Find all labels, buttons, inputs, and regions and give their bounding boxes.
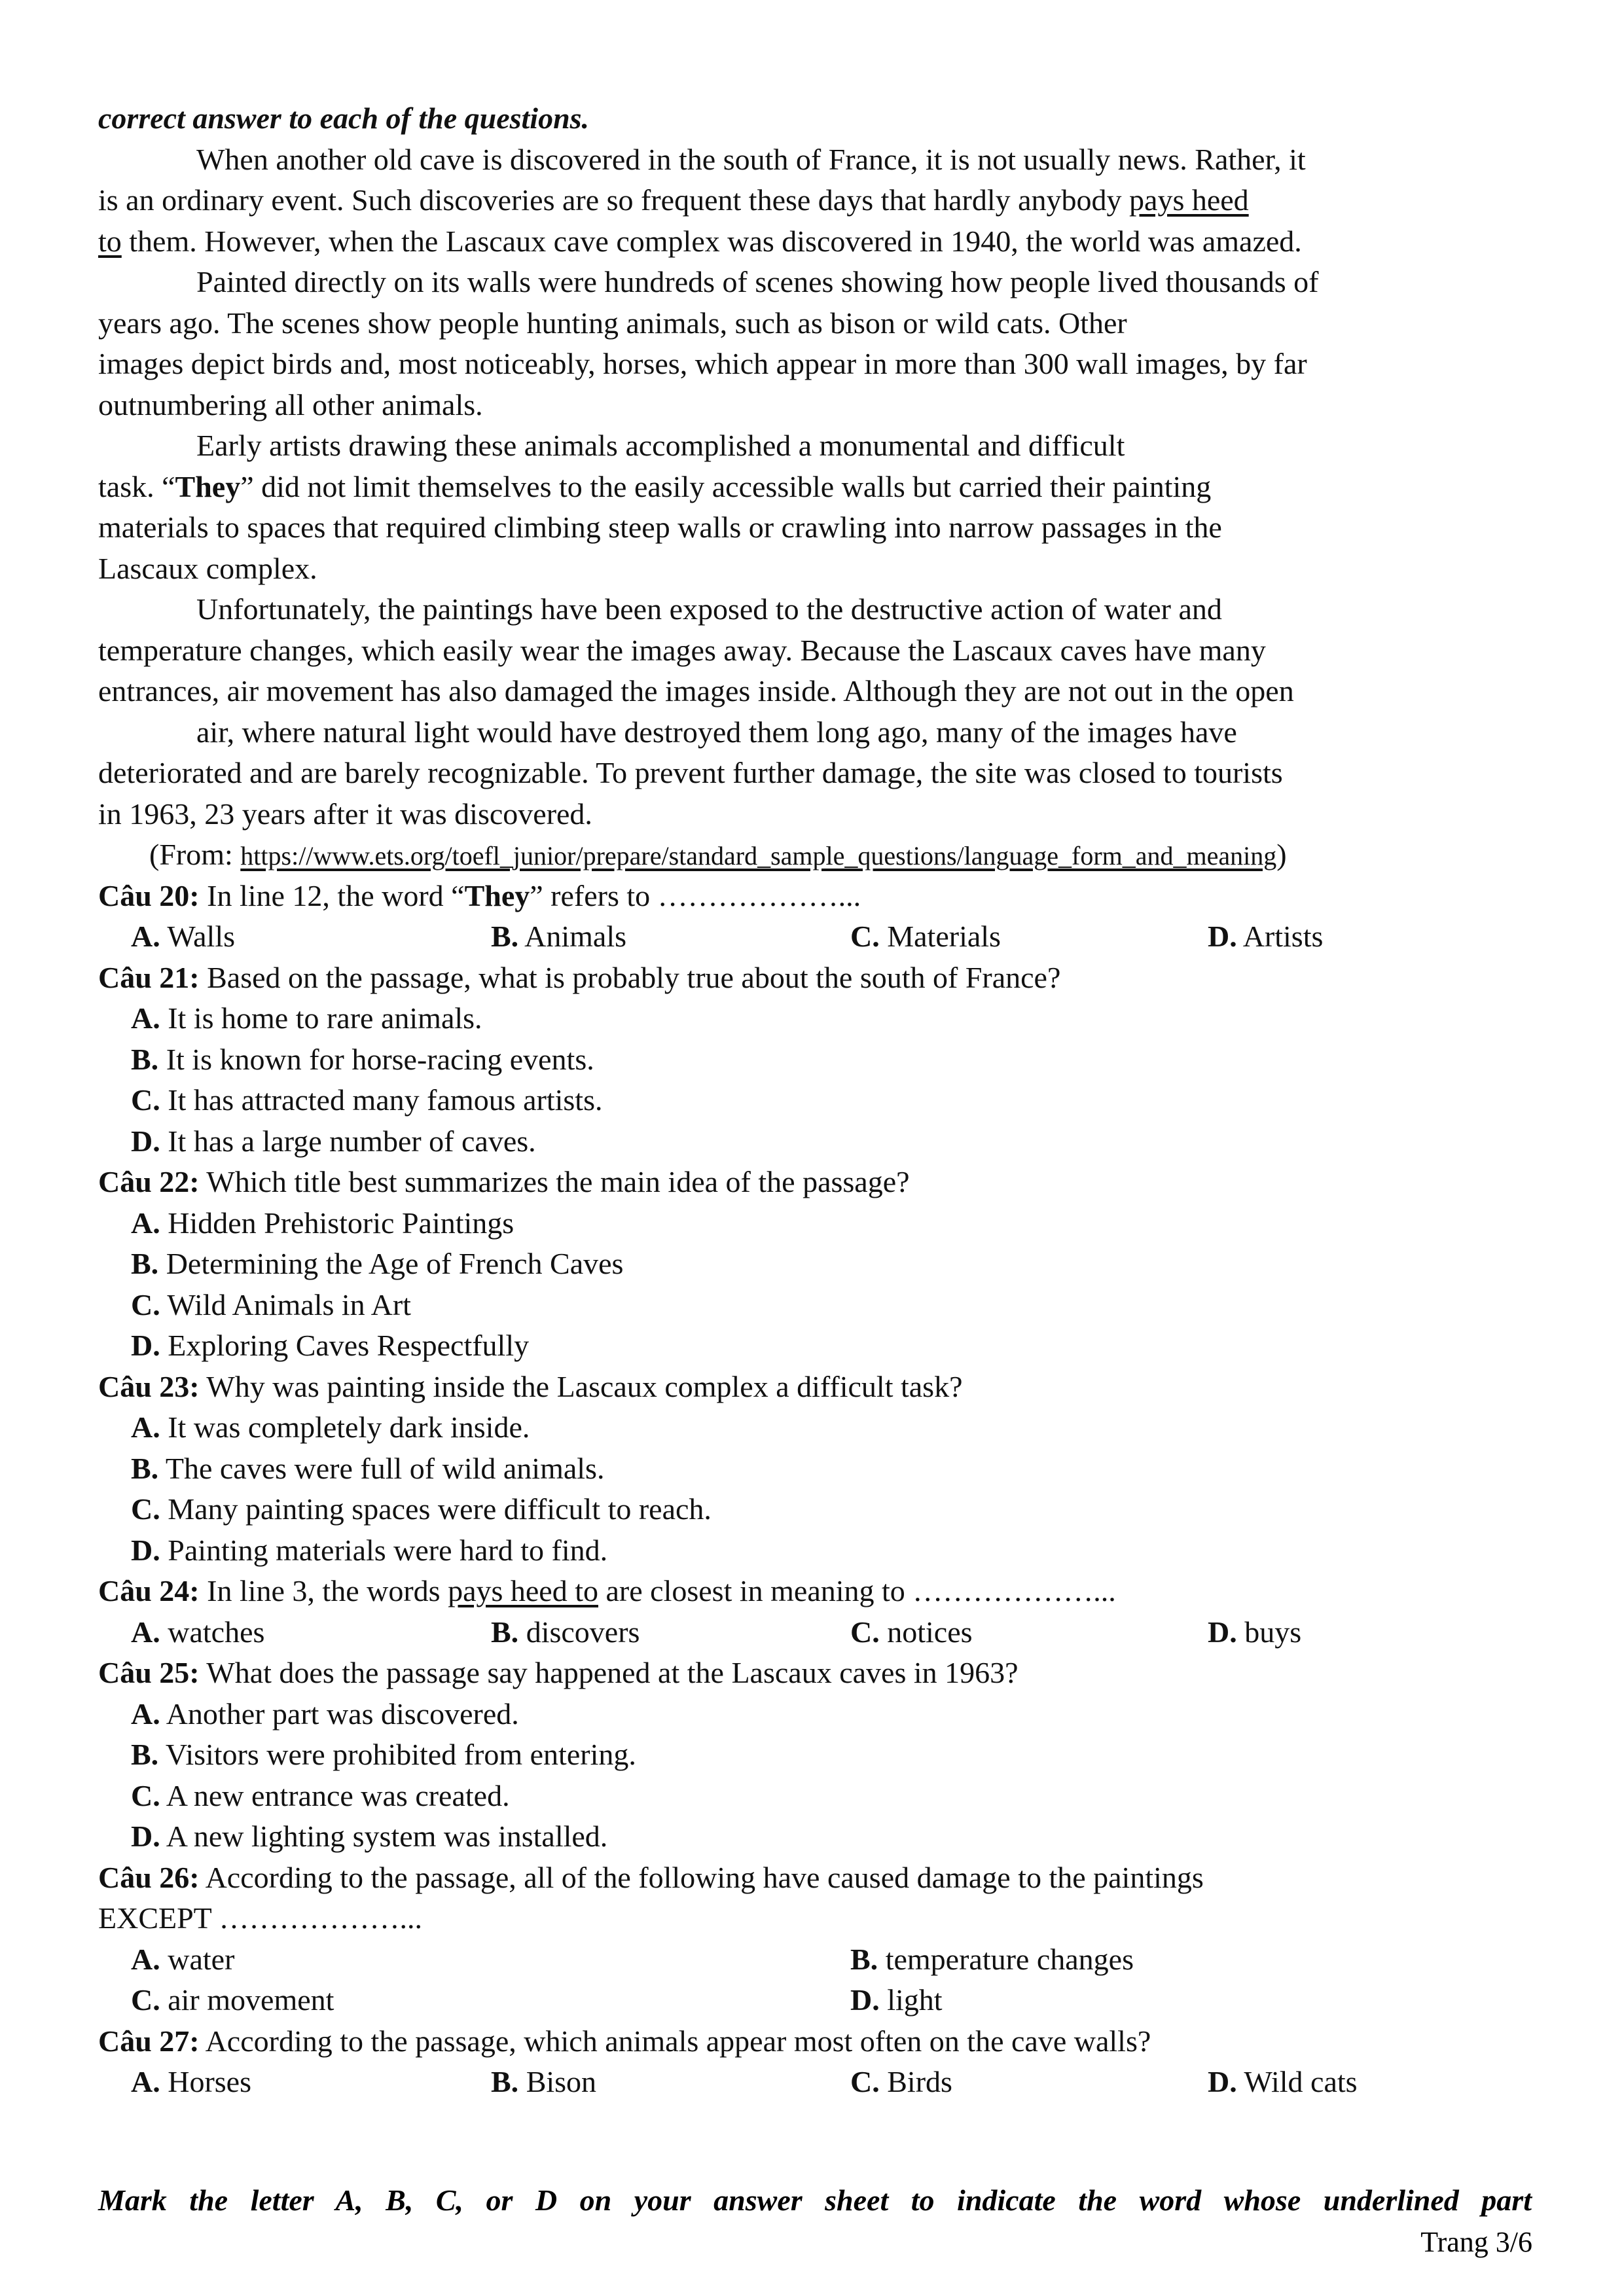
option-d[interactable]: D. light [850, 1983, 943, 2017]
passage-line: When another old cave is discovered in the south of France, it is not usually news. Rather, it [196, 142, 1306, 176]
passage-line: air, where natural light would have destroyed them long ago, many of the images have [196, 715, 1237, 749]
passage-line: Unfortunately, the paintings have been exposed to the destructive action of water and [196, 592, 1222, 626]
option-a[interactable]: A. Another part was discovered. [131, 1696, 519, 1731]
bold-word: They [464, 878, 530, 912]
option-d[interactable]: D. A new lighting system was installed. [131, 1820, 608, 1853]
option-c[interactable]: C. A new entrance was created. [131, 1778, 510, 1812]
options-row [98, 916, 1532, 958]
option-c[interactable]: C. Wild Animals in Art [131, 1287, 411, 1321]
question-27: Câu 27: According to the passage, which animals appear most often on the cave walls? [98, 2024, 1151, 2058]
section-instruction: correct answer to each of the questions. [98, 101, 590, 135]
option-c[interactable]: C. Many painting spaces were difficult to reach. [131, 1492, 712, 1526]
option-a[interactable]: A. It is home to rare animals. [131, 1001, 482, 1035]
option-b[interactable]: B. Visitors were prohibited from entering. [131, 1738, 636, 1771]
option-b[interactable]: B. Bison [491, 2065, 597, 2098]
passage-line: is an ordinary event. Such discoveries are so frequent these days that hardly anybody pays heed [98, 183, 1249, 217]
options-row [98, 1612, 1532, 1653]
passage-line: deteriorated and are barely recognizable. To prevent further damage, the site was closed to tourists [98, 756, 1283, 789]
option-a[interactable]: A. It was completely dark inside. [131, 1410, 530, 1444]
passage-line: Lascaux complex. [98, 551, 317, 585]
option-a[interactable]: A. Horses [131, 2065, 251, 2098]
option-c[interactable]: C. Materials [850, 920, 1001, 953]
underlined-phrase: pays heed [1129, 183, 1249, 217]
question-24: Câu 24: In line 3, the words pays heed to are closest in meaning to ………………... [98, 1574, 1116, 1607]
exam-page [98, 98, 1532, 2103]
option-a[interactable]: A. water [131, 1942, 235, 1976]
passage-line: in 1963, 23 years after it was discovered. [98, 797, 592, 831]
option-b[interactable]: B. Animals [491, 920, 627, 953]
question-21: Câu 21: Based on the passage, what is probably true about the south of France? [98, 960, 1061, 994]
option-d[interactable]: D. Exploring Caves Respectfully [131, 1329, 530, 1362]
option-c[interactable]: C. Birds [850, 2065, 952, 2098]
passage-line: entrances, air movement has also damaged the images inside. Although they are not out in the open [98, 674, 1294, 708]
next-section-instruction: Mark the letter A, B, C, or D on your answer sheet to indicate the word whose underlined part [98, 2183, 1532, 2217]
option-d[interactable]: D. buys [1208, 1615, 1302, 1649]
reading-passage [98, 139, 1532, 876]
bold-word: They [175, 469, 241, 503]
option-a[interactable]: A. Hidden Prehistoric Paintings [131, 1206, 514, 1240]
option-c[interactable]: C. notices [850, 1615, 973, 1649]
passage-source: (From: https://www.ets.org/toefl_junior/prepare/standard_sample_questions/language_form_and_meaning) [149, 838, 1287, 871]
passage-line: years ago. The scenes show people hunting animals, such as bison or wild cats. Other [98, 306, 1127, 340]
option-d[interactable]: D. Artists [1208, 920, 1324, 953]
option-b[interactable]: B. discovers [491, 1615, 640, 1649]
passage-line: Painted directly on its walls were hundreds of scenes showing how people lived thousands of [196, 265, 1319, 298]
question-20: Câu 20: In line 12, the word “They” refers to ………………... [98, 878, 861, 912]
passage-line: materials to spaces that required climbing steep walls or crawling into narrow passages in the [98, 511, 1222, 544]
page-number: Trang 3/6 [1420, 2226, 1532, 2258]
option-c[interactable]: C. air movement [131, 1983, 334, 2017]
passage-line: to them. However, when the Lascaux cave complex was discovered in 1940, the world was amazed. [98, 224, 1302, 258]
passage-line: outnumbering all other animals. [98, 387, 483, 422]
option-b[interactable]: B. It is known for horse-racing events. [131, 1042, 594, 1076]
question-22: Câu 22: Which title best summarizes the main idea of the passage? [98, 1165, 910, 1198]
option-a[interactable]: A. watches [131, 1615, 265, 1649]
option-a[interactable]: A. Walls [131, 920, 236, 953]
option-b[interactable]: B. temperature changes [850, 1942, 1134, 1976]
option-d[interactable]: D. Painting materials were hard to find. [131, 1533, 608, 1567]
question-26: Câu 26: According to the passage, all of the following have caused damage to the paintings [98, 1860, 1204, 1894]
passage-line: images depict birds and, most noticeably, horses, which appear in more than 300 wall images, by far [98, 347, 1307, 380]
option-b[interactable]: B. The caves were full of wild animals. [131, 1451, 605, 1485]
option-b[interactable]: B. Determining the Age of French Caves [131, 1247, 624, 1280]
question-26-continuation: EXCEPT ………………... [98, 1901, 422, 1935]
passage-line: task. “They” did not limit themselves to the easily accessible walls but carried their painting [98, 469, 1212, 503]
question-23: Câu 23: Why was painting inside the Lascaux complex a difficult task? [98, 1369, 963, 1403]
underlined-phrase: to [98, 224, 122, 258]
option-d[interactable]: D. It has a large number of caves. [131, 1124, 536, 1158]
options-row [98, 1980, 1532, 2021]
passage-line: temperature changes, which easily wear the images away. Because the Lascaux caves have many [98, 633, 1266, 667]
source-link[interactable]: https://www.ets.org/toefl_junior/prepare/standard_sample_questions/language_form_and_meaning [240, 841, 1277, 870]
question-25: Câu 25: What does the passage say happened at the Lascaux caves in 1963? [98, 1656, 1019, 1689]
option-c[interactable]: C. It has attracted many famous artists. [131, 1083, 603, 1117]
option-d[interactable]: D. Wild cats [1208, 2065, 1358, 2098]
options-row [98, 1939, 1532, 1981]
underlined-phrase: pays heed to [448, 1574, 598, 1607]
options-row [98, 2062, 1532, 2103]
passage-line: Early artists drawing these animals accomplished a monumental and difficult [196, 429, 1125, 462]
